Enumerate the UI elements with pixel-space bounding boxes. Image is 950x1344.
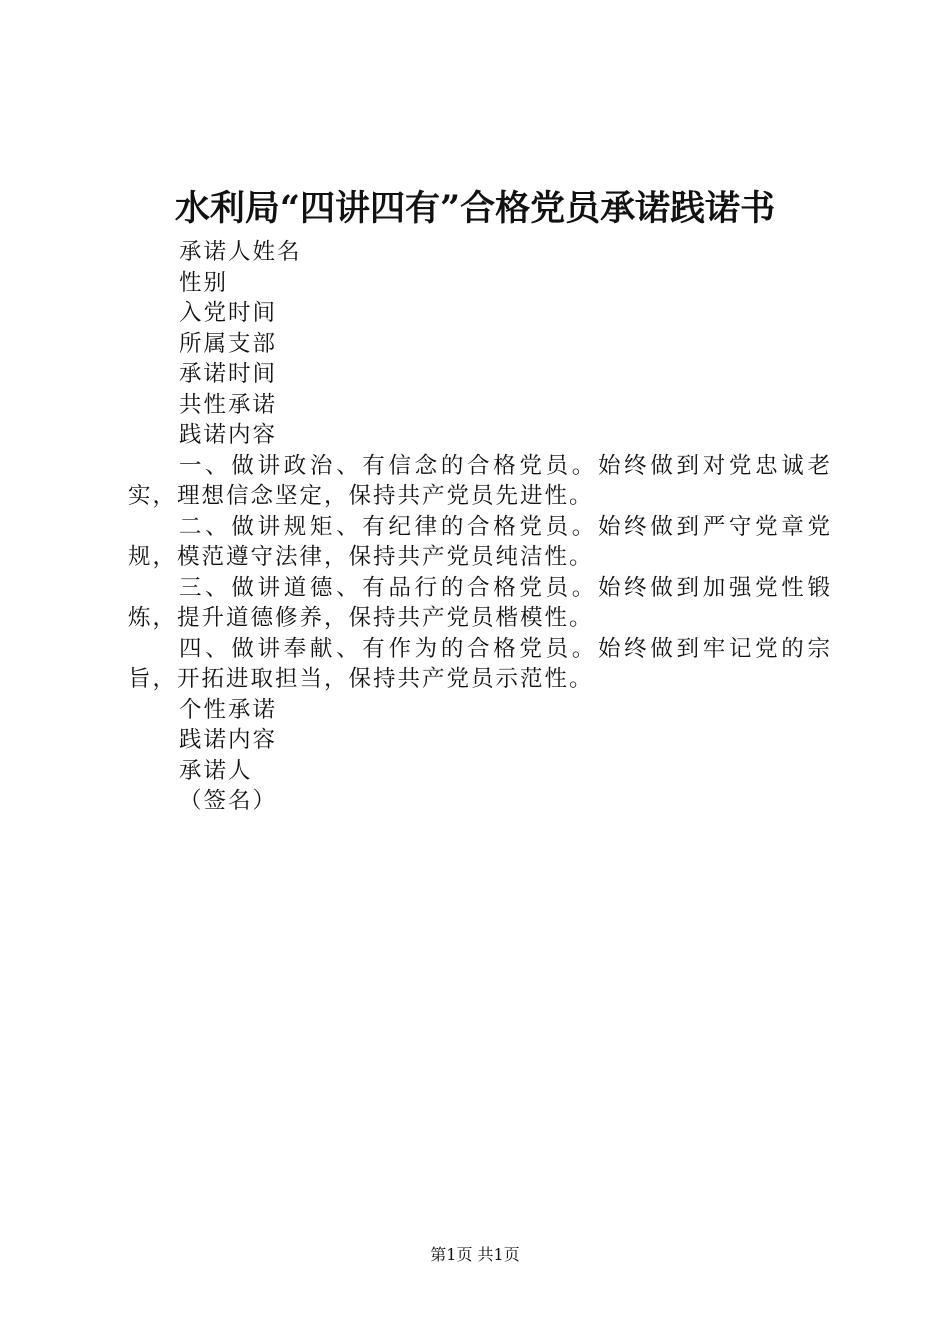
pledge-item-1: 一、做讲政治、有信念的合格党员。始终做到对党忠诚老实，理想信念坚定，保持共产党员先进性。: [128, 452, 832, 509]
page-footer: 第1页 共1页: [430, 1245, 520, 1264]
signature-label: （签名）: [179, 788, 278, 814]
pledge-item-3: 三、做讲道德、有品行的合格党员。始终做到加强党性锻炼，提升道德修养，保持共产党员楷模性。: [128, 574, 832, 631]
pledge-item-2: 二、做讲规矩、有纪律的合格党员。始终做到严守党章党规，模范遵守法律，保持共产党员纯洁性。: [128, 513, 832, 570]
field-pledge-date-label: 承诺时间: [179, 361, 278, 387]
common-pledge-content-label: 践诺内容: [179, 422, 278, 448]
personal-pledge-content-label: 践诺内容: [179, 727, 278, 753]
field-gender-label: 性别: [179, 269, 229, 296]
signer-label: 承诺人: [179, 757, 253, 784]
document-body: [128, 237, 832, 817]
document-title: 水利局“四讲四有”合格党员承诺践诺书: [174, 188, 776, 229]
field-name-label: 承诺人姓名: [179, 239, 302, 265]
field-join-date-label: 入党时间: [179, 300, 278, 326]
pledge-item-4: 四、做讲奉献、有作为的合格党员。始终做到牢记党的宗旨，开拓进取担当，保持共产党员示范性。: [128, 635, 832, 692]
common-pledge-heading: 共性承诺: [179, 391, 278, 418]
personal-pledge-heading: 个性承诺: [179, 696, 278, 723]
field-branch-label: 所属支部: [179, 330, 278, 357]
